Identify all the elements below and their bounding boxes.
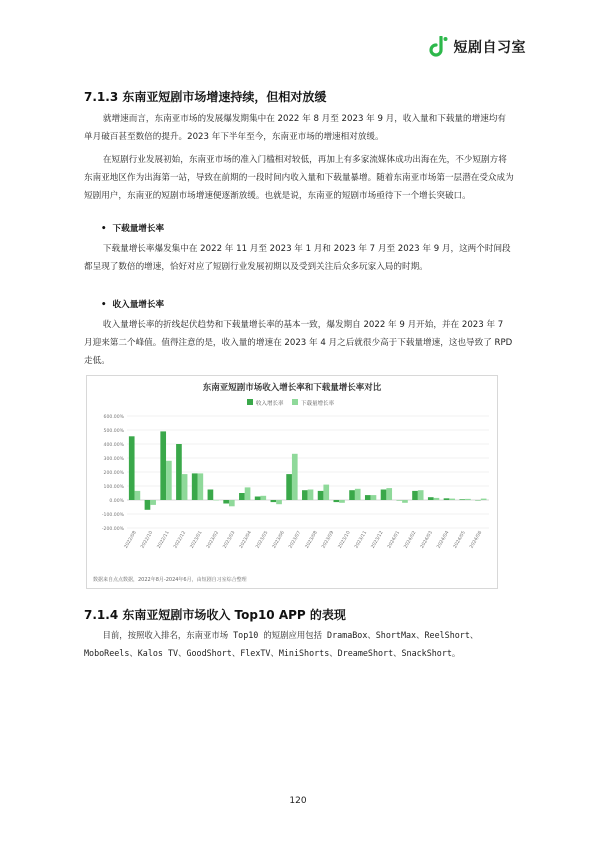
bar-download xyxy=(198,473,204,500)
bar-download xyxy=(402,500,408,503)
x-tick-label: 2024/01 xyxy=(387,530,402,550)
x-tick-label: 2024/03 xyxy=(420,530,434,550)
x-tick-label: 2023/03 xyxy=(222,530,237,550)
section-heading-714: 7.1.4 东南亚短剧市场收入 Top10 APP 的表现 xyxy=(84,608,346,622)
y-tick-label: 600.00% xyxy=(103,415,124,420)
bar-revenue xyxy=(412,491,418,500)
paragraph: 就增速而言，东南亚市场的发展爆发期集中在 2022 年 8 月至 2023 年 9 月，收入量和下载量的增速均有单月破百甚至数倍的提升。2023 年下半年至今，东南亚市场的增速相对放缓。 xyxy=(84,114,507,142)
bar-revenue xyxy=(381,490,387,501)
bar-revenue xyxy=(271,500,277,502)
bar-revenue xyxy=(145,500,151,510)
bar-revenue xyxy=(286,474,292,500)
x-tick-label: 2023/04 xyxy=(239,530,253,550)
bar-download xyxy=(481,499,487,500)
bullet-dot-icon: • xyxy=(101,300,107,310)
chart-source-note: 数据来自点点数据，2022年8月-2024年6月，由短剧自习室综合整理 xyxy=(93,577,247,583)
x-tick-label: 2023/10 xyxy=(337,530,352,550)
y-tick-label: 500.00% xyxy=(103,429,124,434)
paragraph: 收入量增长率的折线起伏趋势和下载量增长率的基本一致，爆发期自 2022 年 9 月开始，并在 2023 年 7 月迎来第二个峰值。值得注意的是，收入量的增速在 2023 年 4 月之后就很少高于下载量增速，这也导致了 RPD 走低。 xyxy=(84,320,513,366)
brand-logo-icon xyxy=(429,36,449,58)
bar-revenue xyxy=(255,497,261,501)
brand-name: 短剧自习室 xyxy=(453,40,526,56)
x-tick-label: 2023/07 xyxy=(288,530,303,550)
bar-revenue xyxy=(192,473,198,500)
bullet-download-growth xyxy=(101,222,164,234)
bar-download xyxy=(339,500,345,503)
y-tick-label: 400.00% xyxy=(103,443,124,448)
x-tick-label: 2023/11 xyxy=(354,530,369,550)
x-tick-label: 2024/02 xyxy=(403,530,418,550)
chart-svg xyxy=(87,376,497,588)
x-tick-label: 2024/04 xyxy=(436,530,451,550)
bar-revenue xyxy=(223,500,229,504)
bar-revenue xyxy=(160,431,166,500)
paragraph: 下载量增长率爆发集中在 2022 年 11 月至 2023 年 1 月和 2023 年 7 月至 2023 年 9 月，这两个时间段都呈现了数倍的增速，恰好对应了短剧行业发展初期以及受到关注后众多玩家入局的时期。 xyxy=(84,244,511,272)
y-tick-label: 300.00% xyxy=(103,457,124,462)
page-number: 120 xyxy=(289,796,307,806)
bullet-revenue-growth xyxy=(101,298,164,310)
section-heading-713: 7.1.3 东南亚短剧市场增速持续，但相对放缓 xyxy=(84,90,327,104)
bar-download xyxy=(260,496,266,500)
legend-swatch xyxy=(247,399,253,405)
bar-download xyxy=(308,490,314,501)
x-tick-label: 2023/05 xyxy=(255,530,270,550)
bar-revenue xyxy=(302,490,308,500)
legend-swatch xyxy=(292,399,298,405)
bar-revenue xyxy=(428,497,434,500)
bullet-dot-icon: • xyxy=(101,224,107,234)
bullet-label: 下载量增长率 xyxy=(112,224,165,234)
growth-rate-chart xyxy=(86,375,498,589)
bar-download xyxy=(166,461,172,500)
x-tick-label: 2022/11 xyxy=(156,530,171,550)
bar-download xyxy=(418,490,424,500)
bar-download xyxy=(434,498,440,500)
bar-download xyxy=(135,491,141,500)
y-tick-label: -100.00% xyxy=(101,513,124,518)
x-tick-label: 2024/05 xyxy=(452,530,467,550)
bar-revenue xyxy=(349,490,355,500)
x-tick-label: 2022/08 xyxy=(123,530,138,550)
bullet-label: 收入量增长率 xyxy=(112,300,165,310)
bar-download xyxy=(245,487,251,500)
legend-label: 下载量增长率 xyxy=(301,401,335,407)
bar-download xyxy=(355,489,361,500)
y-tick-label: -200.00% xyxy=(101,527,124,532)
x-tick-label: 2022/12 xyxy=(173,530,188,550)
paragraph: 目前，按照收入排名，东南亚市场 Top10 的短剧应用包括 DramaBox、ShortMax、ReelShort、MoboReels、Kalos TV、GoodShort、FlexTV、MiniShorts、DreameShort、SnackShort。 xyxy=(84,630,479,658)
bar-download xyxy=(371,495,377,500)
y-tick-label: 0.00% xyxy=(109,499,124,504)
bar-revenue xyxy=(129,436,135,500)
bar-revenue xyxy=(365,495,371,500)
bar-revenue xyxy=(459,499,465,500)
bar-revenue xyxy=(208,490,214,501)
brand-logo xyxy=(429,36,527,58)
bar-download xyxy=(386,488,392,500)
paragraph: 在短剧行业发展初始，东南亚市场的准入门槛相对较低，再加上有多家流媒体成功出海在先，不少短剧方将东南亚地区作为出海第一站，导致在前期的一段时间内收入量和下载量暴增。随着东南亚市场第一层潜在受众成为短剧用户，东南亚的短剧市场增速便逐渐放缓。也就是说，东南亚的短剧市场亟待下一个增长突破口。 xyxy=(84,155,514,201)
bar-download xyxy=(182,474,188,500)
x-tick-label: 2023/08 xyxy=(304,530,319,550)
bar-download xyxy=(323,485,329,500)
bar-download xyxy=(150,500,156,505)
legend-label: 收入增长率 xyxy=(256,401,284,407)
bar-revenue xyxy=(444,498,450,500)
x-tick-label: 2023/06 xyxy=(271,530,286,550)
bar-revenue xyxy=(333,500,339,502)
bar-revenue xyxy=(239,493,245,500)
y-tick-label: 100.00% xyxy=(103,485,124,490)
bar-download xyxy=(276,500,282,504)
x-tick-label: 2022/10 xyxy=(140,530,155,550)
x-tick-label: 2023/02 xyxy=(206,530,221,550)
x-tick-label: 2023/12 xyxy=(370,530,385,550)
x-tick-label: 2023/01 xyxy=(189,530,204,550)
x-tick-label: 2024/06 xyxy=(469,530,484,550)
bar-revenue xyxy=(318,491,324,500)
bar-download xyxy=(292,454,298,500)
chart-title: 东南亚短剧市场收入增长率和下载量增长率对比 xyxy=(202,383,382,393)
bar-download xyxy=(449,499,455,500)
x-tick-label: 2023/09 xyxy=(321,530,336,550)
bar-revenue xyxy=(176,444,182,500)
bar-download xyxy=(229,500,235,506)
bar-download xyxy=(465,499,471,500)
y-tick-label: 200.00% xyxy=(103,471,124,476)
